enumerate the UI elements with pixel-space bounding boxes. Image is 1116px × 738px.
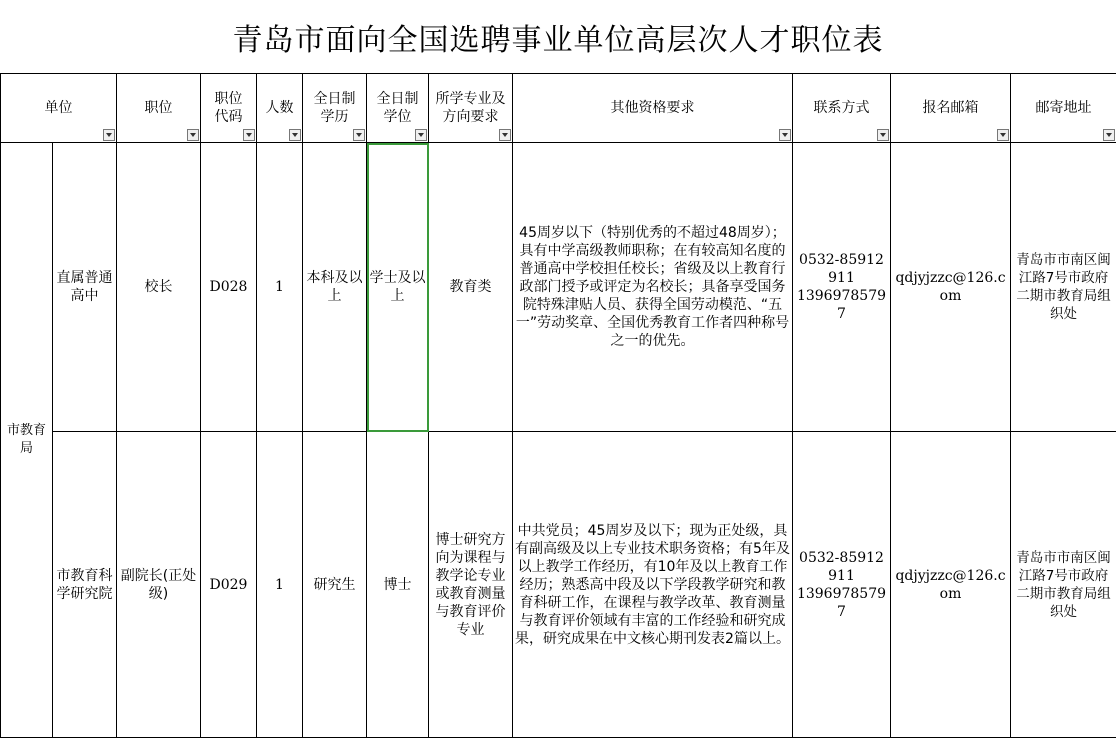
filter-dropdown-icon[interactable] (779, 129, 791, 141)
phone-mobile: 13969785797 (795, 585, 888, 621)
header-count: 人数 (257, 74, 303, 143)
filter-dropdown-icon[interactable] (997, 129, 1009, 141)
unit-cell[interactable]: 市教育科学研究院 (53, 432, 117, 738)
filter-dropdown-icon[interactable] (1103, 129, 1115, 141)
positions-table (0, 73, 1116, 738)
email-cell[interactable]: qdjyjzzc@126.com (891, 143, 1011, 432)
code-cell[interactable]: D028 (201, 143, 257, 432)
filter-dropdown-icon[interactable] (289, 129, 301, 141)
major-cell[interactable]: 教育类 (429, 143, 513, 432)
filter-dropdown-icon[interactable] (499, 129, 511, 141)
major-cell[interactable]: 博士研究方向为课程与教学论专业或教育测量与教育评价专业 (429, 432, 513, 738)
header-position: 职位 (117, 74, 201, 143)
header-unit: 单位 (1, 74, 117, 143)
phone-mobile: 13969785797 (795, 287, 888, 323)
page-title: 青岛市面向全国选聘事业单位高层次人才职位表 (0, 0, 1116, 74)
filter-dropdown-icon[interactable] (187, 129, 199, 141)
degree-cell-selected[interactable]: 学士及以上 (367, 143, 429, 432)
filter-dropdown-icon[interactable] (353, 129, 365, 141)
phone-landline: 0532-85912911 (795, 251, 888, 287)
email-cell[interactable]: qdjyjzzc@126.com (891, 432, 1011, 738)
code-cell[interactable]: D029 (201, 432, 257, 738)
filter-dropdown-icon[interactable] (877, 129, 889, 141)
header-contact: 联系方式 (793, 74, 891, 143)
header-row (1, 74, 1116, 143)
header-address: 邮寄地址 (1011, 74, 1116, 143)
education-cell[interactable]: 本科及以上 (303, 143, 367, 432)
department-cell[interactable]: 市教育局 (1, 143, 53, 738)
other-requirements-cell[interactable]: 45周岁以下（特别优秀的不超过48周岁）；具有中学高级教师职称；在有较高知名度的普通高中学校担任校长；省级及以上教育行政部门授予或评定为名校长；具备享受国务院特殊津贴人员、获得全国劳动模范、“五一”劳动奖章、全国优秀教育工作者四种称号之一的优先。 (513, 143, 793, 432)
header-degree: 全日制学位 (367, 74, 429, 143)
address-cell[interactable]: 青岛市市南区闽江路7号市政府二期市教育局组织处 (1011, 143, 1116, 432)
filter-dropdown-icon[interactable] (415, 129, 427, 141)
other-requirements-cell[interactable]: 中共党员；45周岁及以下；现为正处级，具有副高级及以上专业技术职务资格；有5年及以上教学工作经历，有10年及以上教育工作经历；熟悉高中段及以下学段教学研究和教育科研工作，在课程与教学改革、教育测量与教育评价领域有丰富的工作经验和研究成果，研究成果在中文核心期刊发表2篇以上。 (513, 432, 793, 738)
count-cell[interactable]: 1 (257, 143, 303, 432)
header-other: 其他资格要求 (513, 74, 793, 143)
phone-landline: 0532-85912911 (795, 549, 888, 585)
header-major: 所学专业及方向要求 (429, 74, 513, 143)
position-cell[interactable]: 副院长(正处级) (117, 432, 201, 738)
table-row (1, 432, 1116, 738)
contact-cell[interactable] (793, 432, 891, 738)
header-email: 报名邮箱 (891, 74, 1011, 143)
header-education: 全日制学历 (303, 74, 367, 143)
header-code: 职位代码 (201, 74, 257, 143)
count-cell[interactable]: 1 (257, 432, 303, 738)
unit-cell[interactable]: 直属普通高中 (53, 143, 117, 432)
filter-dropdown-icon[interactable] (103, 129, 115, 141)
education-cell[interactable]: 研究生 (303, 432, 367, 738)
degree-cell[interactable]: 博士 (367, 432, 429, 738)
table-row (1, 143, 1116, 432)
address-cell[interactable]: 青岛市市南区闽江路7号市政府二期市教育局组织处 (1011, 432, 1116, 738)
filter-dropdown-icon[interactable] (243, 129, 255, 141)
contact-cell[interactable] (793, 143, 891, 432)
position-cell[interactable]: 校长 (117, 143, 201, 432)
